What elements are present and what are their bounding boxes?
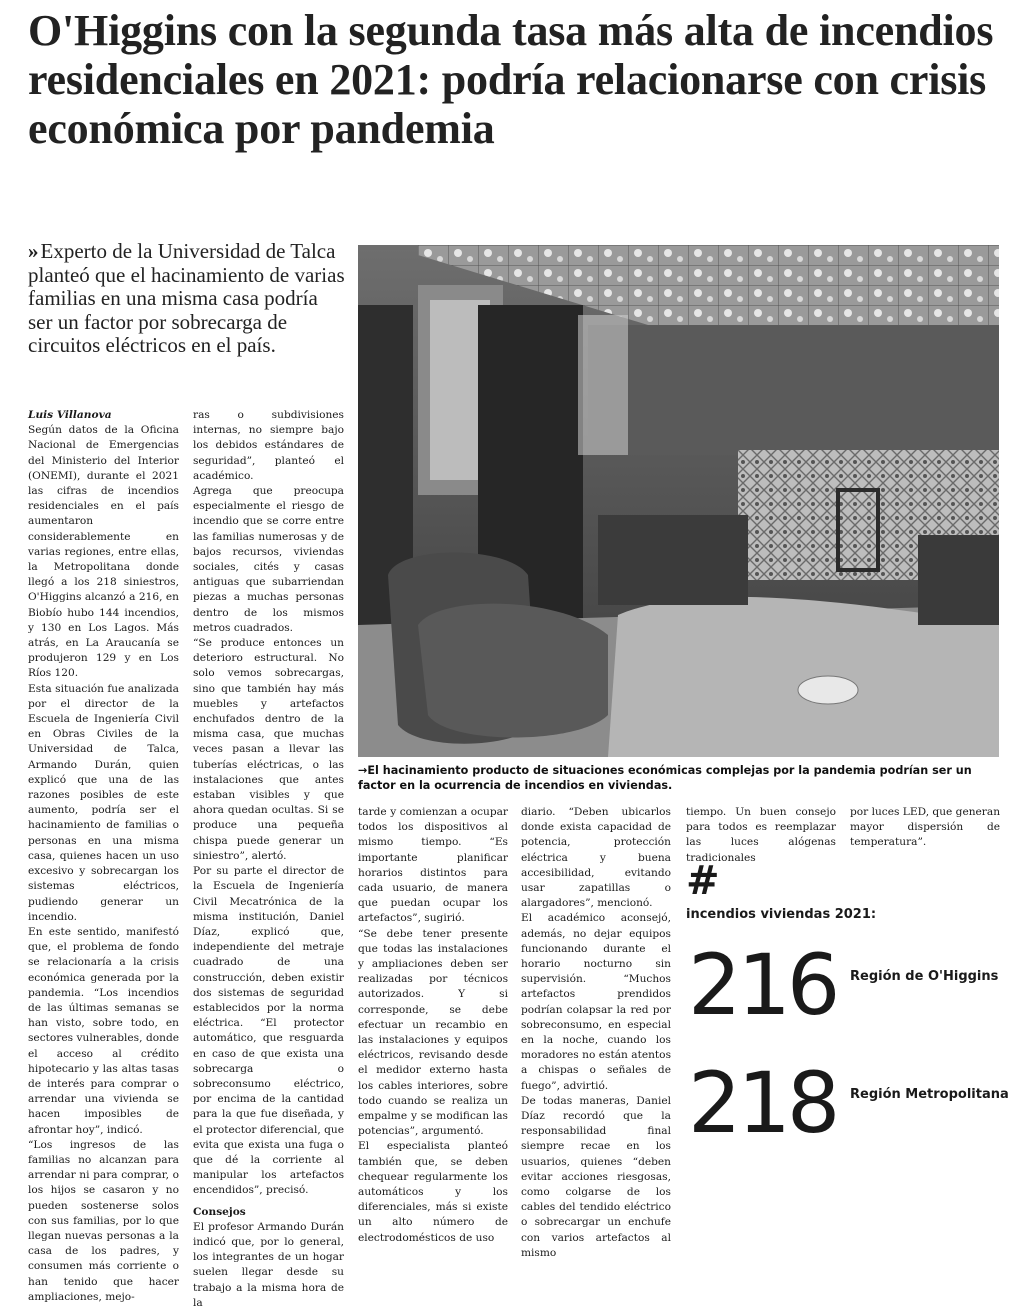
column-6: [850, 805, 1000, 853]
paragraph: ras o subdivisiones internas, no siempre bajo los debidos estándares de seguridad”, planteó el académico.: [193, 409, 344, 482]
paragraph: El académico aconsejó, además, no dejar equipos funcionando durante el horario nocturno sin supervisión. “Muchos artefactos prendidos podrían colapsar la red por sobreconsumo, en especial en la noche, cuando los moradores no están atentos a chispas o señales de fuego”, advirtió.: [521, 912, 671, 1092]
paragraph: Según datos de la Oficina Nacional de Emergencias del Ministerio del Interior (ONEMI), durante el 2021 las cifras de incendios residenciales en el país aumentaron considerablemente en varias regiones, entre ellas, la Metropolitana donde llegó a los 218 siniestros, O'Higgins alcanzó a 216, en Biobío hubo 144 incendios, y 130 en Los Lagos. Más atrás, en La Araucanía se produjeron 129 y en Los Ríos 120.: [28, 424, 179, 680]
stat-region: Región Metropolitana: [850, 1087, 1009, 1102]
paragraph: por luces LED, que generan mayor dispersión de temperatura”.: [850, 806, 1001, 849]
byline: Luis Villanova: [28, 409, 112, 421]
paragraph: El profesor Armando Durán indicó que, por lo general, los integrantes de un hogar suelen llegar desde su trabajo a la misma hora de la: [193, 1220, 344, 1309]
paragraph: “Los ingresos de las familias no alcanzan para arrendar ni para comprar, o los hijos se casaron y no pueden sostenerse solos con sus familias, por lo que llegan nuevas personas a la casa de los padres, y consumen más corriente o han tenido que hacer ampliaciones, mejo-: [28, 1138, 179, 1303]
paragraph: Por su parte el director de la Escuela de Ingeniería Civil Mecatrónica de la misma institución, Daniel Díaz, explicó que, independiente del metraje cuadrado de una construcción, deben existir dos sistemas de seguridad establecidos por la norma eléctrica. “El protector automático, que resguarda en caso de que exista una sobrecarga o sobreconsumo eléctrico, por encima de la cantidad para la que fue diseñada, y el protector diferencial, que evita que exista una fuga o que dé la corriente al manipular los artefactos encendidos”, precisó.: [193, 865, 344, 1197]
column-4: [521, 805, 671, 1259]
stats-label: incendios viviendas 2021:: [686, 907, 877, 922]
lead-text: Experto de la Universidad de Talca planteó que el hacinamiento de varias familias en una misma casa podría ser un factor por sobrecarga de circuitos eléctricos en el país.: [28, 239, 345, 357]
lead-marker: »: [28, 239, 39, 263]
paragraph: Esta situación fue analizada por el director de la Escuela de Ingeniería Civil en Obras Civiles de la Universidad de Talca, Armando Durán, quien explicó que una de las razones posibles de este aumento, podría ser el hacinamiento de familias o personas en una misma casa, quienes hacen un uso excesivo y sobrecargan los sistemas eléctricos, pudiendo generar un incendio.: [28, 682, 179, 923]
stats-symbol: #: [686, 858, 720, 904]
paragraph: “Se debe tener presente que todas las instalaciones y ampliaciones deben ser realizadas por técnicos autorizados. Y si corresponde, se debe efectuar un recambio en las instalaciones y equipos eléctricos, revisando desde el medidor externo hasta los cables interiores, sobre todo cuando se realiza un empalme y se modifican las potencias”, argumentó.: [358, 927, 508, 1138]
column-3: [358, 805, 508, 1244]
paragraph: “Se produce entonces un deterioro estructural. No solo vemos sobrecargas, sino que también hay más muebles y artefactos enchufados dentro de la misma casa, que muchas veces pasan a llevar las tuberías eléctricas, o las instalaciones que antes estaban visibles y que ahora quedan ocultas. Si se produce una pequeña chispa puede generar un siniestro”, alertó.: [193, 637, 344, 862]
paragraph: El especialista planteó también que, se deben chequear regularmente los automáticos y los diferenciales, más si existe un alto número de electrodomésticos de uso: [358, 1140, 508, 1244]
column-2: [193, 408, 344, 1309]
column-1: [28, 408, 179, 1303]
photo-caption: →El hacinamiento producto de situaciones económicas complejas por la pandemia podrían ser un factor en la ocurrencia de incendios en viviendas.: [358, 764, 972, 792]
paragraph: En este sentido, manifestó que, el problema de fondo se relacionaría a la crisis económica generada por la pandemia. “Los incendios de las últimas semanas se han visto, sobre todo, en sectores vulnerables, donde el acceso al crédito hipotecario y las altas tasas de interés para comprar o arrendar una vivienda se hacen imposibles de afrontar hoy”, indicó.: [28, 925, 179, 1136]
burned-room-photo: [358, 245, 999, 757]
paragraph: tarde y comienzan a ocupar todos los dispositivos al mismo tiempo. “Es importante planificar horarios distintos para cada usuario, de manera que puedan ocupar los artefactos”, sugirió.: [358, 806, 508, 925]
stat-value: 216: [688, 936, 837, 1034]
column-5: [686, 805, 836, 864]
stat-region: Región de O'Higgins: [850, 969, 999, 984]
lead-paragraph: [28, 240, 346, 358]
stat-value: 218: [688, 1054, 837, 1152]
paragraph: Agrega que preocupa especialmente el riesgo de incendio que se corre entre las familias numerosas y de bajos recursos, viviendas sociales, cités y casas antiguas que subarriendan piezas a muchas personas dentro de los mismos metros cuadrados.: [193, 485, 344, 634]
paragraph: diario. “Deben ubicarlos donde exista capacidad de potencia, protección eléctrica y buena accesibilidad, evitando usar zapatillas o alargadores”, mencionó.: [521, 806, 671, 910]
paragraph: tiempo. Un buen consejo para todos es reemplazar las luces alógenas tradicionales: [686, 806, 836, 864]
subhead-consejos: Consejos: [193, 1205, 246, 1218]
headline: O'Higgins con la segunda tasa más alta de incendios residenciales en 2021: podría relacionarse con crisis económica por pandemia: [28, 6, 994, 153]
paragraph: De todas maneras, Daniel Díaz recordó que la responsabilidad final siempre recae en los usuarios, quienes “deben evitar acciones riesgosas, como colgarse de los cables del tendido eléctrico o sobrecargar un enchufe con varios artefactos al mismo: [521, 1094, 671, 1259]
